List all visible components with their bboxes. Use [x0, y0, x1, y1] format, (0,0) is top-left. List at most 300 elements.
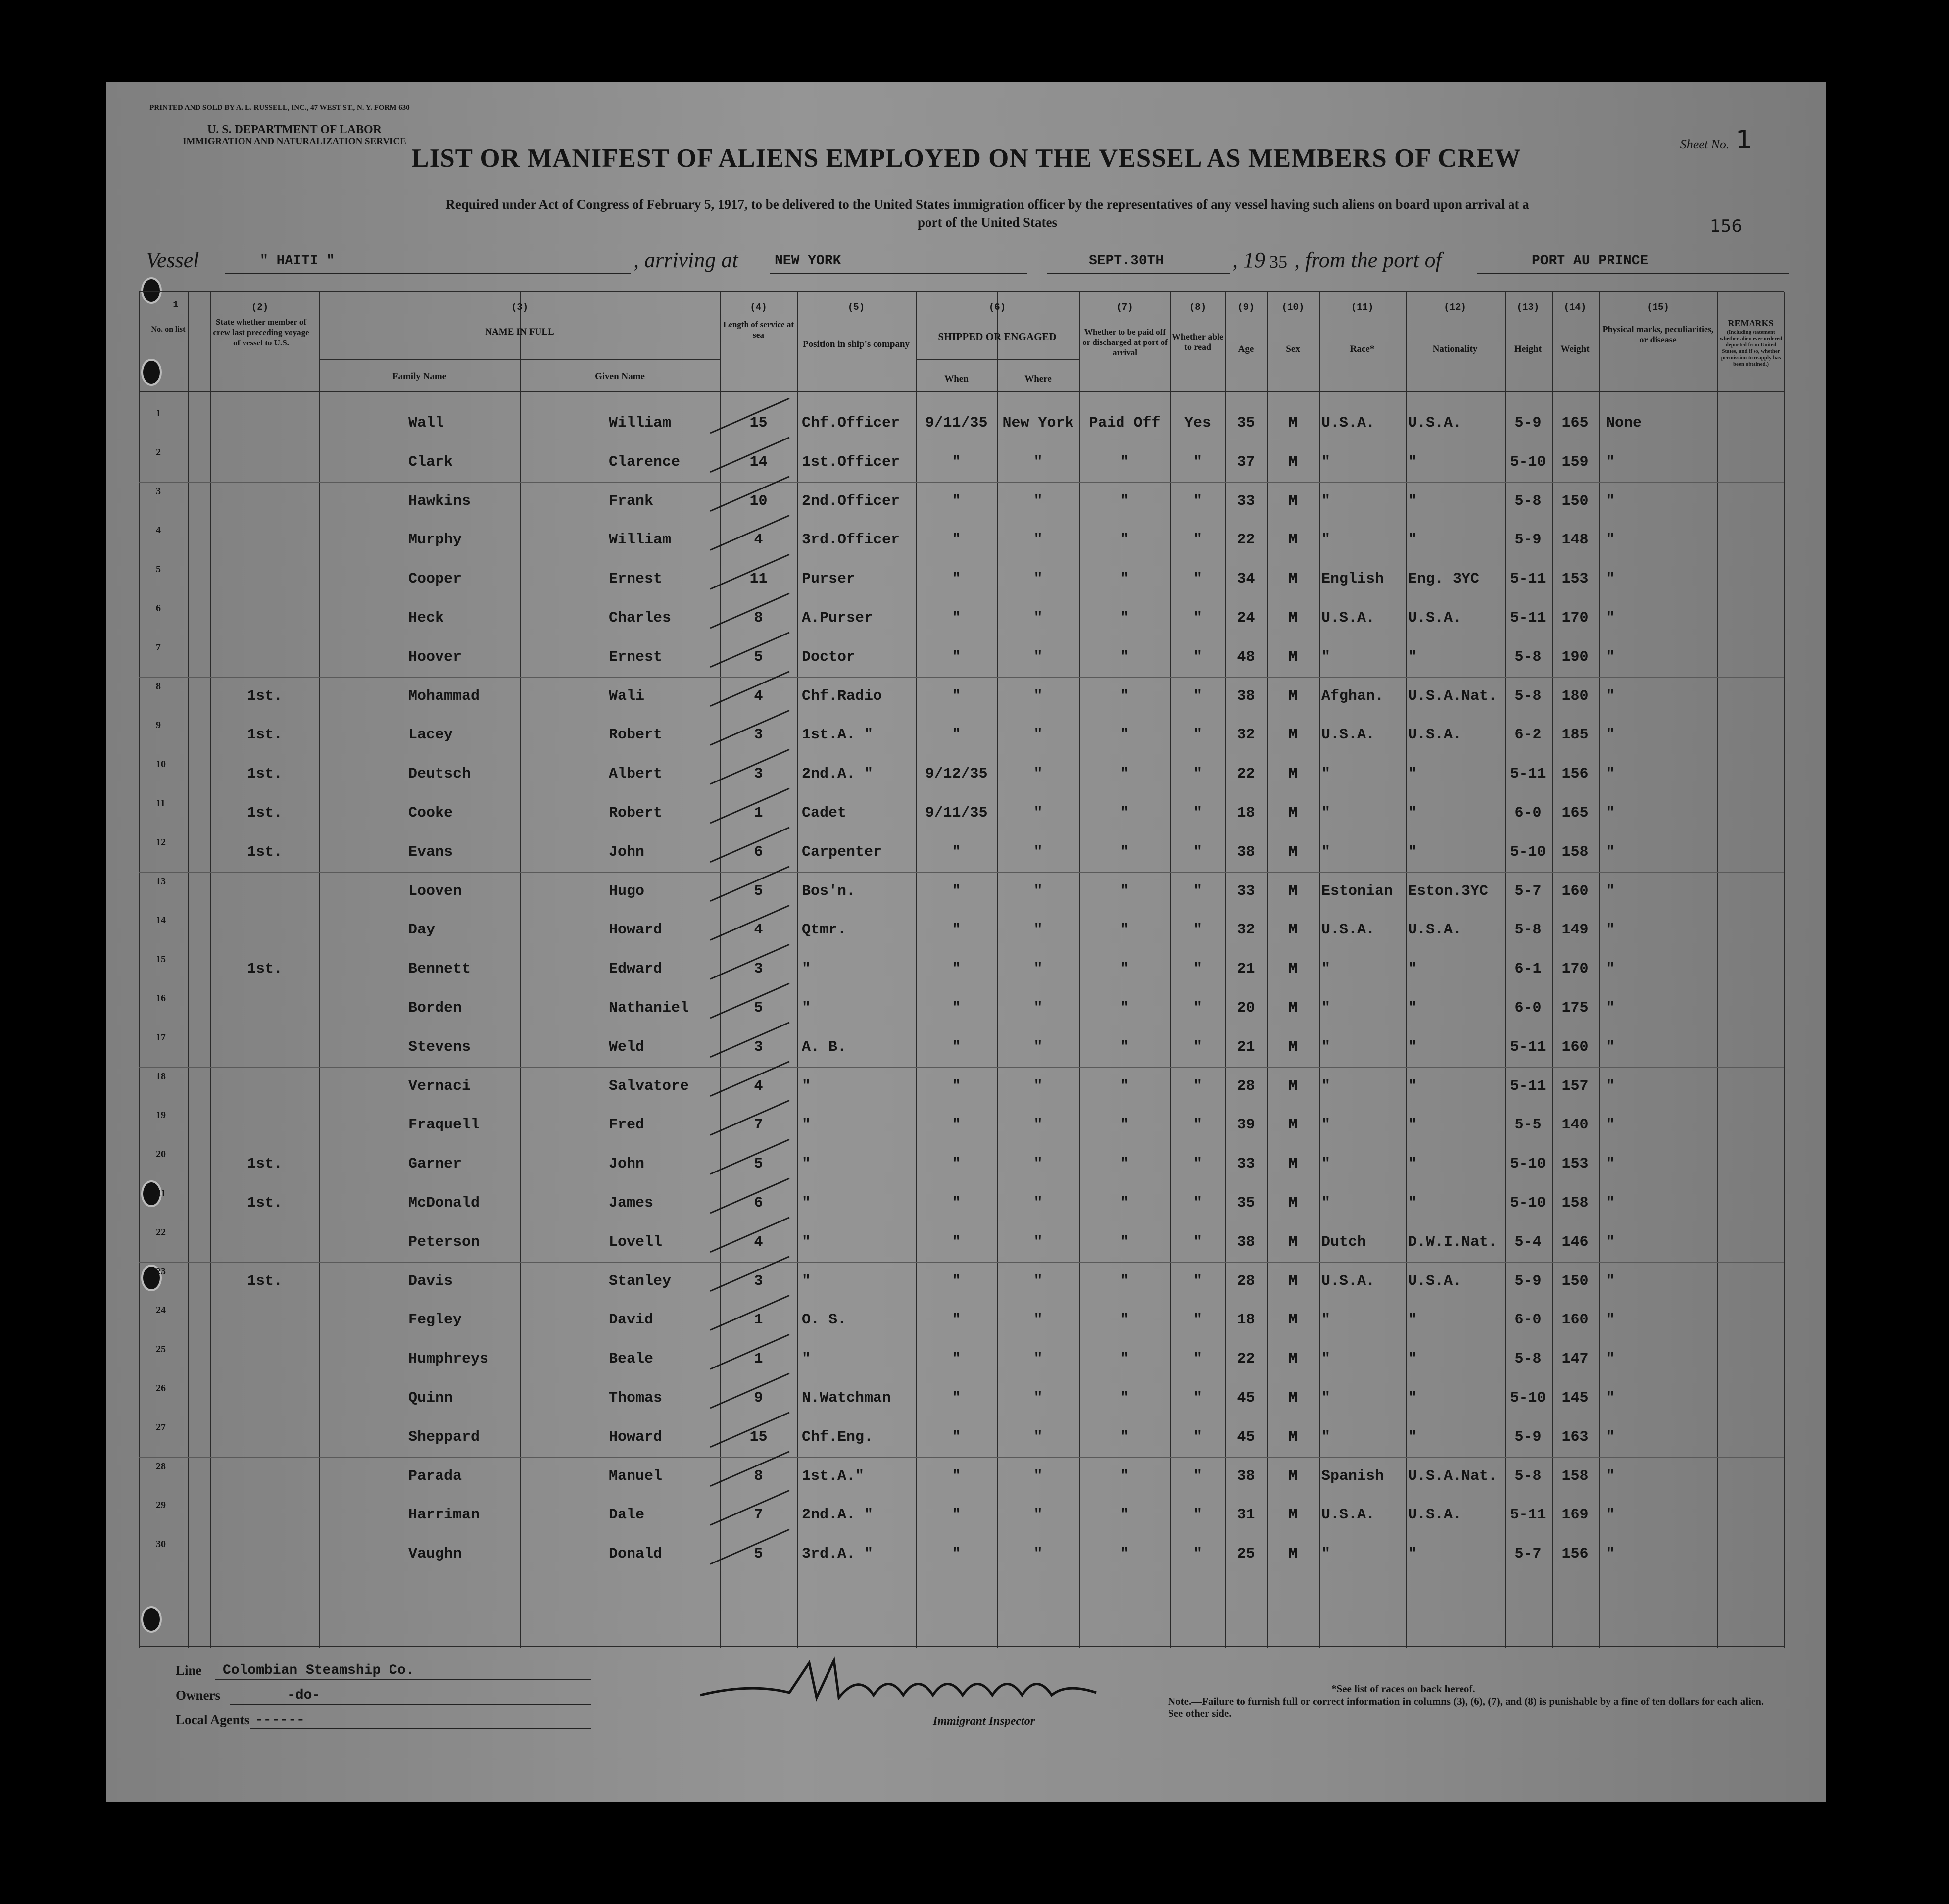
weight: 140	[1561, 1117, 1589, 1134]
nationality: "	[1408, 1038, 1417, 1056]
given-name: Ernest	[609, 648, 663, 666]
table-row	[106, 991, 1826, 1029]
weight: 158	[1561, 843, 1589, 861]
shipped-when: "	[952, 648, 961, 666]
sex: M	[1288, 648, 1298, 666]
given-name: Clarence	[609, 453, 681, 471]
given-name: Edward	[609, 961, 663, 978]
length-service: 3	[754, 1038, 763, 1056]
row-number: 17	[156, 1031, 166, 1043]
shipped-when: "	[952, 532, 961, 549]
race: English	[1321, 571, 1384, 588]
given-name: Wali	[609, 687, 645, 705]
race: Spanish	[1321, 1467, 1384, 1485]
family-name: Murphy	[408, 532, 462, 549]
age: 48	[1237, 648, 1255, 666]
check-mark	[710, 983, 789, 1018]
shipped-where: "	[1033, 453, 1043, 471]
header-physical: Physical marks, peculiarities, or disease	[1602, 324, 1714, 344]
row-number: 12	[156, 836, 166, 848]
physical-marks: "	[1606, 610, 1615, 627]
sex: M	[1288, 453, 1298, 471]
table-row	[106, 1186, 1826, 1224]
paid-off: "	[1120, 1000, 1129, 1017]
manifest-sheet	[106, 82, 1826, 1802]
paid-off: "	[1120, 843, 1129, 861]
row-number: 28	[156, 1461, 166, 1472]
row-number: 13	[156, 876, 166, 887]
check-mark	[710, 1178, 789, 1213]
shipped-when: "	[952, 1156, 961, 1173]
prev-crew: 1st.	[246, 1195, 283, 1212]
shipped-when: "	[952, 1507, 961, 1524]
nationality: U.S.A.	[1408, 1507, 1462, 1524]
physical-marks: "	[1606, 1077, 1615, 1095]
paid-off: Paid Off	[1089, 415, 1161, 432]
table-row	[106, 874, 1826, 913]
vessel-underline	[225, 273, 631, 274]
age: 21	[1237, 961, 1255, 978]
paid-off: "	[1120, 1077, 1129, 1095]
able-to-read: "	[1193, 1312, 1202, 1329]
length-service: 3	[754, 1272, 763, 1290]
header-when: When	[944, 374, 969, 384]
table-header-border	[139, 391, 1784, 392]
family-name: Bennett	[408, 961, 471, 978]
department-name: U. S. DEPARTMENT OF LABOR	[207, 123, 382, 136]
header-position: Position in ship's company	[803, 339, 910, 349]
shipped-when: "	[952, 961, 961, 978]
family-name: Evans	[408, 843, 453, 861]
physical-marks: "	[1606, 1546, 1615, 1563]
nationality: "	[1408, 766, 1417, 783]
paid-off: "	[1120, 610, 1129, 627]
row-number: 20	[156, 1149, 166, 1160]
nationality: "	[1408, 1312, 1417, 1329]
family-name: Wall	[408, 415, 444, 432]
shipped-where: "	[1033, 1428, 1043, 1446]
weight: 165	[1561, 805, 1589, 822]
line-value: Colombian Steamship Co.	[223, 1663, 414, 1678]
age: 28	[1237, 1272, 1255, 1290]
height: 5-10	[1510, 1390, 1546, 1407]
sex: M	[1288, 882, 1298, 900]
prev-crew: 1st.	[246, 1156, 283, 1173]
shipped-where: "	[1033, 1000, 1043, 1017]
binding-hole	[141, 359, 162, 386]
check-mark	[710, 1100, 789, 1135]
header-length-service: Length of service at sea	[723, 320, 794, 340]
given-name: Robert	[609, 727, 663, 744]
race: "	[1321, 843, 1331, 861]
shipped-where: "	[1033, 727, 1043, 744]
nationality: "	[1408, 1117, 1417, 1134]
race: "	[1321, 961, 1331, 978]
given-name: Robert	[609, 805, 663, 822]
nationality: "	[1408, 1428, 1417, 1446]
sex: M	[1288, 922, 1298, 939]
age: 45	[1237, 1390, 1255, 1407]
race: "	[1321, 1156, 1331, 1173]
nationality: Eng. 3YC	[1408, 571, 1480, 588]
age: 24	[1237, 610, 1255, 627]
vessel-label: Vessel	[146, 248, 199, 272]
family-name: Sheppard	[408, 1428, 480, 1446]
paid-off: "	[1120, 882, 1129, 900]
given-name: Nathaniel	[609, 1000, 689, 1017]
shipped-when: "	[952, 1038, 961, 1056]
height: 5-8	[1514, 1351, 1542, 1368]
header-sex: Sex	[1286, 344, 1300, 354]
shipped-when: "	[952, 1195, 961, 1212]
family-name: Vaughn	[408, 1546, 462, 1563]
header-race: Race*	[1350, 344, 1375, 354]
sex: M	[1288, 1156, 1298, 1173]
header-state-whether: State whether member of crew last preceding voyage of vessel to U.S.	[213, 317, 309, 347]
nationality: "	[1408, 453, 1417, 471]
age: 22	[1237, 532, 1255, 549]
paid-off: "	[1120, 571, 1129, 588]
able-to-read: "	[1193, 1156, 1202, 1173]
shipped-where: "	[1033, 882, 1043, 900]
given-name: Frank	[609, 492, 654, 510]
paid-off: "	[1120, 1390, 1129, 1407]
paid-off: "	[1120, 727, 1129, 744]
paid-off: "	[1120, 1233, 1129, 1251]
colnum-11: (11)	[1351, 302, 1374, 313]
sex: M	[1288, 1390, 1298, 1407]
physical-marks: "	[1606, 453, 1615, 471]
length-service: 1	[754, 1351, 763, 1368]
able-to-read: "	[1193, 1195, 1202, 1212]
header-remarks: REMARKS	[1728, 318, 1774, 328]
weight: 190	[1561, 648, 1589, 666]
physical-marks: "	[1606, 1156, 1615, 1173]
sex: M	[1288, 1000, 1298, 1017]
row-number: 21	[156, 1188, 166, 1199]
length-service: 9	[754, 1390, 763, 1407]
sex: M	[1288, 1272, 1298, 1290]
weight: 156	[1561, 766, 1589, 783]
family-name: Borden	[408, 1000, 462, 1017]
height: 5-4	[1514, 1233, 1542, 1251]
date-underline	[1047, 273, 1230, 274]
age: 28	[1237, 1077, 1255, 1095]
physical-marks: "	[1606, 805, 1615, 822]
weight: 158	[1561, 1467, 1589, 1485]
height: 5-7	[1514, 882, 1542, 900]
penalty-note: Note.—Failure to furnish full or correct information in columns (3), (6), (7), and (8) is punishable by a fine of ten dollars for each alien. See other side.	[1168, 1695, 1764, 1719]
height: 6-0	[1514, 1312, 1542, 1329]
position: 3rd.Officer	[802, 532, 900, 549]
owners-value: -do-	[287, 1688, 321, 1703]
position: "	[802, 1077, 811, 1095]
table-row	[106, 640, 1826, 679]
height: 5-5	[1514, 1117, 1542, 1134]
weight: 150	[1561, 1272, 1589, 1290]
length-service: 3	[754, 961, 763, 978]
able-to-read: "	[1193, 727, 1202, 744]
physical-marks: "	[1606, 1507, 1615, 1524]
race: "	[1321, 492, 1331, 510]
length-service: 8	[754, 1467, 763, 1485]
header-paid-off: Whether to be paid off or discharged at port of arrival	[1082, 327, 1168, 357]
sheet-label: Sheet No.	[1680, 137, 1730, 151]
age: 38	[1237, 843, 1255, 861]
sex: M	[1288, 805, 1298, 822]
shipped-when: "	[952, 1000, 961, 1017]
race: "	[1321, 1195, 1331, 1212]
able-to-read: "	[1193, 922, 1202, 939]
age: 37	[1237, 453, 1255, 471]
race: Afghan.	[1321, 687, 1384, 705]
family-name: Humphreys	[408, 1351, 489, 1368]
printer-credit: PRINTED AND SOLD BY A. L. RUSSELL, INC., 47 WEST ST., N. Y. FORM 630	[149, 104, 410, 112]
check-mark	[710, 1490, 789, 1525]
height: 5-9	[1514, 532, 1542, 549]
family-name: Parada	[408, 1467, 462, 1485]
paid-off: "	[1120, 453, 1129, 471]
shipped-where: "	[1033, 1195, 1043, 1212]
row-number: 4	[156, 525, 161, 536]
family-name: Hawkins	[408, 492, 471, 510]
table-row	[106, 523, 1826, 561]
shipped-when: "	[952, 1351, 961, 1368]
length-service: 15	[749, 1428, 768, 1446]
physical-marks: "	[1606, 492, 1615, 510]
sex: M	[1288, 1077, 1298, 1095]
header-given-name: Given Name	[595, 371, 645, 382]
able-to-read: "	[1193, 610, 1202, 627]
family-name: Garner	[408, 1156, 462, 1173]
shipped-where: "	[1033, 805, 1043, 822]
able-to-read: "	[1193, 687, 1202, 705]
able-to-read: "	[1193, 805, 1202, 822]
paid-off: "	[1120, 1272, 1129, 1290]
row-number: 9	[156, 720, 161, 731]
vessel-row	[146, 247, 1789, 277]
given-name: James	[609, 1195, 654, 1212]
row-number: 27	[156, 1421, 166, 1433]
shipped-when: 9/12/35	[925, 766, 988, 783]
age: 33	[1237, 492, 1255, 510]
table-row	[106, 1147, 1826, 1185]
colnum-6: (6)	[988, 302, 1006, 313]
shipped-where: "	[1033, 610, 1043, 627]
header-age: Age	[1238, 344, 1254, 354]
row-number: 30	[156, 1539, 166, 1550]
able-to-read: "	[1193, 1351, 1202, 1368]
able-to-read: "	[1193, 1117, 1202, 1134]
shipped-when: "	[952, 922, 961, 939]
check-mark	[710, 1139, 789, 1174]
table-row	[106, 1342, 1826, 1380]
row-number: 29	[156, 1500, 166, 1511]
colnum-4: (4)	[750, 302, 767, 313]
row-number: 19	[156, 1110, 166, 1121]
given-name: Fred	[609, 1117, 645, 1134]
row-number: 8	[156, 681, 161, 692]
weight: 180	[1561, 687, 1589, 705]
shipped-where: "	[1033, 492, 1043, 510]
length-service: 4	[754, 532, 763, 549]
header-able-read: Whether able to read	[1171, 332, 1224, 352]
binding-hole	[141, 1606, 162, 1633]
shipped-when: "	[952, 687, 961, 705]
shipped-when: "	[952, 492, 961, 510]
stamp-number: 156	[1710, 216, 1742, 236]
weight: 156	[1561, 1546, 1589, 1563]
check-mark	[710, 1218, 789, 1252]
requirement-text	[225, 195, 1750, 231]
row-number: 11	[156, 798, 165, 809]
row-number: 3	[156, 486, 161, 497]
length-service: 4	[754, 687, 763, 705]
line-label: Line	[176, 1663, 202, 1678]
table-top-border	[139, 291, 1784, 292]
agents-value: ------	[255, 1712, 305, 1728]
nationality: U.S.A.	[1408, 922, 1462, 939]
shipped-where: "	[1033, 571, 1043, 588]
nationality: "	[1408, 843, 1417, 861]
length-service: 5	[754, 1156, 763, 1173]
family-name: Cooke	[408, 805, 453, 822]
length-service: 7	[754, 1507, 763, 1524]
arriving-label: , arriving at	[633, 248, 738, 272]
table-row	[106, 406, 1826, 444]
nationality: Eston.3YC	[1408, 882, 1489, 900]
able-to-read: "	[1193, 882, 1202, 900]
height: 5-7	[1514, 1546, 1542, 1563]
table-row	[106, 1069, 1826, 1108]
position: Carpenter	[802, 843, 882, 861]
weight: 165	[1561, 415, 1589, 432]
position: A.Purser	[802, 610, 874, 627]
physical-marks: "	[1606, 961, 1615, 978]
check-mark	[710, 1334, 789, 1369]
colnum-7: (7)	[1116, 302, 1133, 313]
race: "	[1321, 1351, 1331, 1368]
owners-label: Owners	[176, 1688, 220, 1703]
sex: M	[1288, 766, 1298, 783]
able-to-read: "	[1193, 571, 1202, 588]
able-to-read: "	[1193, 1272, 1202, 1290]
family-name: Cooper	[408, 571, 462, 588]
age: 33	[1237, 1156, 1255, 1173]
prev-crew: 1st.	[246, 727, 283, 744]
row-number: 18	[156, 1071, 166, 1082]
race: U.S.A.	[1321, 922, 1375, 939]
race: Estonian	[1321, 882, 1393, 900]
position: 1st.Officer	[802, 453, 900, 471]
prev-crew: 1st.	[246, 766, 283, 783]
able-to-read: "	[1193, 1428, 1202, 1446]
paid-off: "	[1120, 1117, 1129, 1134]
table-row	[106, 835, 1826, 874]
height: 5-10	[1510, 453, 1546, 471]
height: 5-8	[1514, 492, 1542, 510]
length-service: 7	[754, 1117, 763, 1134]
physical-marks: "	[1606, 1272, 1615, 1290]
check-mark	[710, 438, 789, 472]
check-mark	[710, 788, 789, 823]
subheader-divider	[916, 359, 1079, 360]
binding-hole	[141, 277, 162, 304]
family-name: McDonald	[408, 1195, 480, 1212]
age: 20	[1237, 1000, 1255, 1017]
nationality: U.S.A.	[1408, 610, 1462, 627]
position: Doctor	[802, 648, 856, 666]
weight: 160	[1561, 1038, 1589, 1056]
year-value: 35	[1269, 252, 1287, 272]
weight: 145	[1561, 1390, 1589, 1407]
able-to-read: "	[1193, 453, 1202, 471]
given-name: David	[609, 1312, 654, 1329]
position: Chf.Officer	[802, 415, 900, 432]
weight: 153	[1561, 1156, 1589, 1173]
able-to-read: "	[1193, 843, 1202, 861]
table-bottom-border	[139, 1646, 1784, 1647]
given-name: William	[609, 532, 672, 549]
given-name: Howard	[609, 922, 663, 939]
nationality: "	[1408, 1156, 1417, 1173]
check-mark	[710, 672, 789, 706]
position: "	[802, 1233, 811, 1251]
check-mark	[710, 1295, 789, 1330]
position: 2nd.A. "	[802, 1507, 874, 1524]
shipped-where: "	[1033, 532, 1043, 549]
sex: M	[1288, 1428, 1298, 1446]
position: "	[802, 1272, 811, 1290]
row-number: 25	[156, 1344, 166, 1355]
check-mark	[710, 593, 789, 628]
height: 5-11	[1510, 571, 1546, 588]
race: "	[1321, 1117, 1331, 1134]
check-mark	[710, 1062, 789, 1096]
shipped-where: "	[1033, 1467, 1043, 1485]
position: "	[802, 1351, 811, 1368]
paid-off: "	[1120, 922, 1129, 939]
race: "	[1321, 1390, 1331, 1407]
vessel-name: " HAITI "	[260, 253, 335, 269]
table-row	[106, 1030, 1826, 1069]
colnum-15: (15)	[1647, 302, 1669, 313]
paid-off: "	[1120, 961, 1129, 978]
race: "	[1321, 766, 1331, 783]
race: "	[1321, 1000, 1331, 1017]
age: 22	[1237, 1351, 1255, 1368]
position: Cadet	[802, 805, 847, 822]
sex: M	[1288, 1467, 1298, 1485]
shipped-where: "	[1033, 1507, 1043, 1524]
nationality: U.S.A.	[1408, 1272, 1462, 1290]
shipped-when: "	[952, 610, 961, 627]
physical-marks: "	[1606, 1467, 1615, 1485]
header-shipped: SHIPPED OR ENGAGED	[938, 331, 1057, 342]
row-number: 22	[156, 1226, 166, 1238]
physical-marks: "	[1606, 648, 1615, 666]
age: 34	[1237, 571, 1255, 588]
age: 18	[1237, 1312, 1255, 1329]
header-no-on-list: No. on list	[151, 325, 186, 334]
given-name: Thomas	[609, 1390, 663, 1407]
height: 6-1	[1514, 961, 1542, 978]
row-number: 15	[156, 954, 166, 965]
departure-port: PORT AU PRINCE	[1532, 253, 1649, 269]
family-name: Fraquell	[408, 1117, 480, 1134]
able-to-read: "	[1193, 532, 1202, 549]
position: 1st.A. "	[802, 727, 874, 744]
